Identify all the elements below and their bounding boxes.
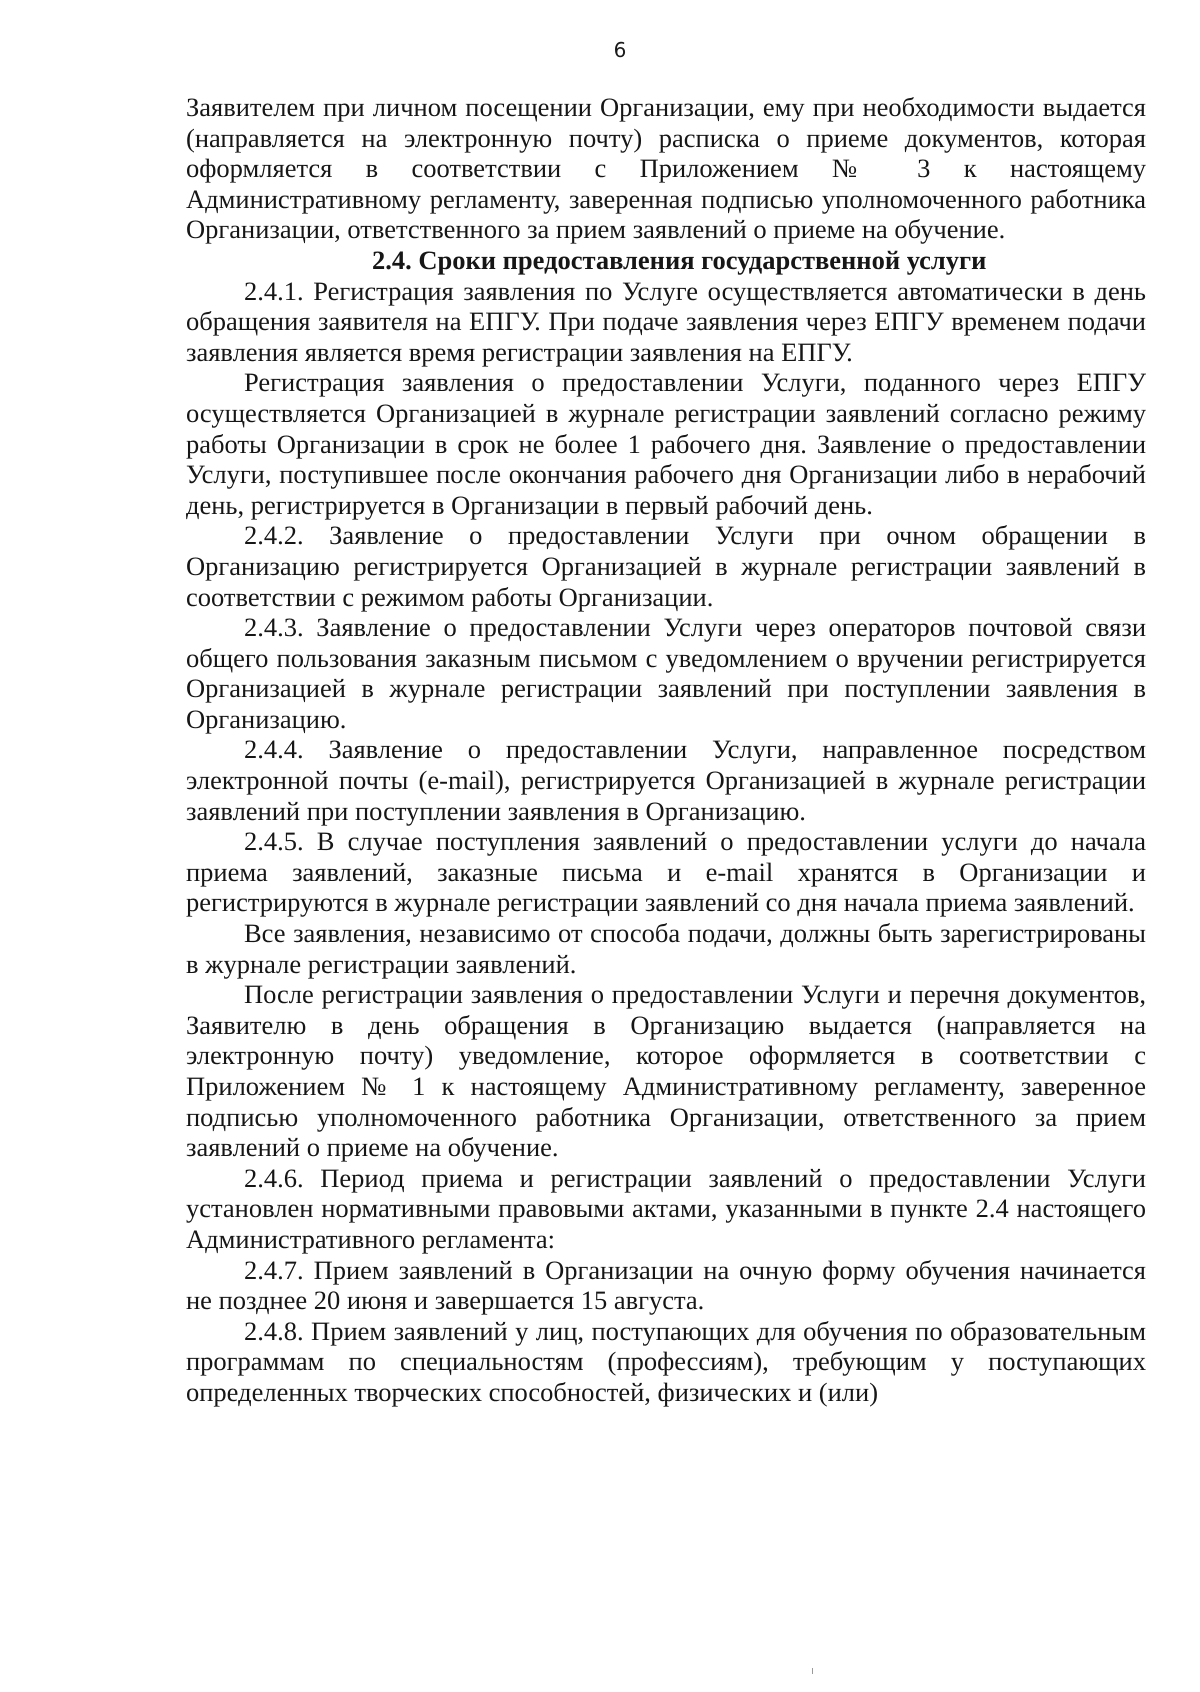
paragraph-2-4-1: 2.4.1. Регистрация заявления по Услуге осуществляется автоматически в день обращения заявителя на ЕПГУ. При подаче заявления через ЕПГУ временем подачи заявления является время регистрации заявления на ЕПГУ.: [186, 275, 1146, 367]
paragraph-2-4-5: 2.4.5. В случае поступления заявлений о предоставлении услуги до начала приема заявлений, заказные письма и e-mail хранятся в Организации и регистрируются в журнале регистрации заявлений со дня начала приема заявлений.: [186, 826, 1146, 918]
scan-artifact: [812, 1668, 813, 1674]
section-heading-2-4: 2.4. Сроки предоставления государственной услуги: [372, 244, 987, 275]
paragraph-2-4-8: 2.4.8. Прием заявлений у лиц, поступающих для обучения по образовательным программам по специальностям (профессиям), требующим у поступающих определенных творческих способностей, физических и (или): [186, 1315, 1146, 1407]
paragraph-all-applications: Все заявления, независимо от способа подачи, должны быть зарегистрированы в журнале регистрации заявлений.: [186, 918, 1146, 979]
paragraph-2-4-6: 2.4.6. Период приема и регистрации заявлений о предоставлении Услуги установлен нормативными правовыми актами, указанными в пункте 2.4 настоящего Административного регламента:: [186, 1162, 1146, 1254]
paragraph-2-4-7: 2.4.7. Прием заявлений в Организации на очную форму обучения начинается не позднее 20 июня и завершается 15 августа.: [186, 1254, 1146, 1316]
page-number: 6: [613, 38, 627, 62]
paragraph-2-4-4: 2.4.4. Заявление о предоставлении Услуги, направленное посредством электронной почты (e-mail), регистрируется Организацией в журнале регистрации заявлений при поступлении заявления в Организацию.: [186, 734, 1146, 826]
paragraph-epgu-registration: Регистрация заявления о предоставлении Услуги, поданного через ЕПГУ осуществляется Организацией в журнале регистрации заявлений согласно режиму работы Организации в срок не более 1 рабочего дня. Заявление о предоставлении Услуги, поступившее после окончания рабочего дня Организации либо в нерабочий день, регистрируется в Организации в первый рабочий день.: [186, 367, 1146, 520]
document-body: [186, 92, 1146, 1408]
paragraph-2-4-3: 2.4.3. Заявление о предоставлении Услуги через операторов почтовой связи общего пользования заказным письмом с уведомлением о вручении регистрируется Организацией в журнале регистрации заявлений при поступлении заявления в Организацию.: [186, 612, 1146, 734]
paragraph-notification: После регистрации заявления о предоставлении Услуги и перечня документов, Заявителю в день обращения в Организацию выдается (направляется на электронную почту) уведомление, которое оформляется в соответствии с Приложением № 1 к настоящему Административному регламенту, заверенное подписью уполномоченного работника Организации, ответственного за прием заявлений о приеме на обучение.: [186, 979, 1146, 1163]
paragraph-applicant-receipt: Заявителем при личном посещении Организации, ему при необходимости выдается (направляется на электронную почту) расписка о приеме документов, которая оформляется в соответствии с Приложением № 3 к настоящему Административному регламенту, заверенная подписью уполномоченного работника Организации, ответственного за прием заявлений о приеме на обучение.: [186, 92, 1146, 245]
paragraph-2-4-2: 2.4.2. Заявление о предоставлении Услуги при очном обращении в Организацию регистрируется Организацией в журнале регистрации заявлений в соответствии с режимом работы Организации.: [186, 520, 1146, 612]
